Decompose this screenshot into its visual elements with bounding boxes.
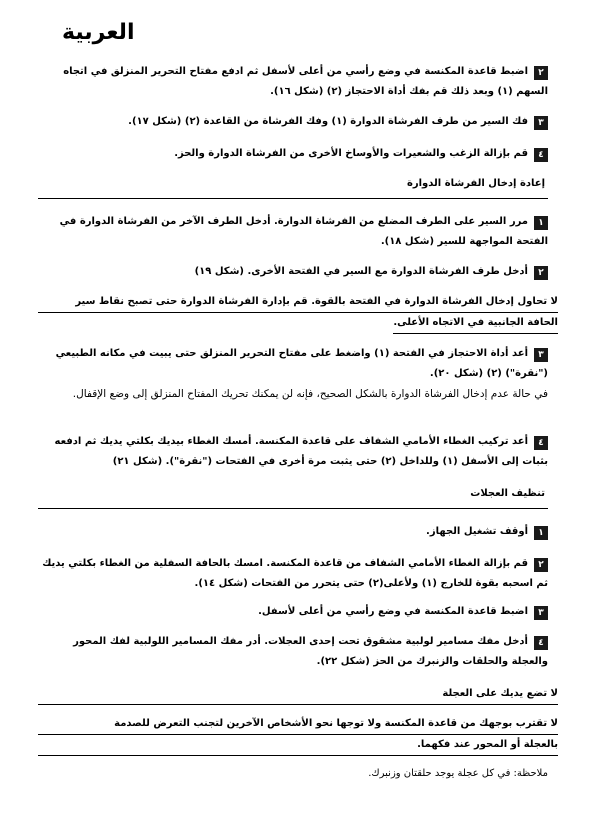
warning-line: لا تضع يديك على العجلة — [38, 684, 558, 705]
warning-line: بالعجلة أو المحور عند فكهما. — [38, 735, 558, 756]
step-text: أعد تركيب الغطاء الأمامي الشفاف على قاعدة المكنسة. أمسك الغطاء بيديك بكلتي يديك ثم ادفعه بثبات إلى الأسفل (١) وللداخل (٢) حتى يثبت مرة أخرى في الفتحات ("نقرة"). (شكل ٢١) — [54, 436, 548, 467]
warning-brush-insertion — [38, 292, 558, 334]
divider — [38, 198, 548, 199]
step-number-badge: ٣ — [534, 348, 548, 362]
step-number-badge: ٣ — [534, 606, 548, 620]
step-b2 — [38, 262, 548, 282]
final-note: ملاحظة: في كل عجلة يوجد حلقتان وزنبرك. — [368, 768, 548, 779]
step-c4 — [38, 632, 548, 672]
step-number-badge: ١ — [534, 526, 548, 540]
step-c2 — [38, 554, 548, 594]
warning-line: لا تحاول إدخال الفرشاة الدوارة في الفتحة بالقوة. قم بإدارة الفرشاة الدوارة حتى تصبح نقاط سير — [38, 292, 558, 313]
step-b4 — [38, 432, 548, 472]
section-heading-clean-wheels: تنظيف العجلات — [470, 488, 545, 499]
step-number-badge: ٤ — [534, 148, 548, 162]
step-a3 — [38, 112, 548, 132]
step-text: اضبط قاعدة المكنسة في وضع رأسي من أعلى لأسفل. — [258, 606, 528, 617]
step-a2 — [38, 62, 548, 102]
step-text: مرر السير على الطرف المضلع من الفرشاة الدوارة. أدخل الطرف الآخر من الفرشاة الدوارة في الفتحة المواجهة للسير (شكل ١٨). — [59, 216, 548, 247]
warning-hands — [38, 684, 558, 705]
step-b3 — [38, 344, 548, 384]
step-text: أوقف تشغيل الجهاز. — [426, 526, 528, 537]
step-c1 — [38, 522, 548, 542]
section-heading-reinsert-brush: إعادة إدخال الفرشاة الدوارة — [406, 178, 545, 189]
step-text: قم بإزالة الغطاء الأمامي الشفاف من قاعدة المكنسة. امسك بالحافة السفلية من الغطاء بكلتي يديك ثم اسحبه بقوة للخارج (١) ولأعلى(٢) حتى يتحرر من الفتحات (شكل ١٤). — [42, 558, 548, 589]
step-number-badge: ٣ — [534, 116, 548, 130]
step-a4 — [38, 144, 548, 164]
step-number-badge: ٤ — [534, 636, 548, 650]
step-text: أدخل مفك مسامير لولبية مشقوق تحت إحدى العجلات. أدر مفك المسامير اللولبية لفك المحور والعجلة والحلقات والزنبرك من الحز (شكل ٢٢). — [73, 636, 548, 667]
language-title: العربية — [62, 20, 135, 45]
step-text: اضبط قاعدة المكنسة في وضع رأسي من أعلى لأسفل ثم ادفع مفتاح التحرير المنزلق في اتجاه السهم (١) وبعد ذلك قم بفك أداة الاحتجاز (٢) (شكل ١٦). — [63, 66, 548, 97]
note-lock-position: في حالة عدم إدخال الفرشاة الدوارة بالشكل الصحيح، فإنه لن يمكنك تحريك المفتاح المنزلق إلى وضع الإقفال. — [72, 388, 548, 400]
step-text: فك السير من طرف الفرشاة الدوارة (١) وفك الفرشاة من القاعدة (٢) (شكل ١٧). — [128, 116, 528, 127]
step-text: قم بإزالة الزغب والشعيرات والأوساخ الأخرى من الفرشاة الدوارة والحز. — [174, 148, 528, 159]
step-text: أعد أداة الاحتجاز في الفتحة (١) واضغط على مفتاح التحرير المنزلق حتى يبيت في مكانه الطبيعي ("نقرة") (٢) (شكل ٢٠). — [55, 348, 548, 379]
step-number-badge: ٢ — [534, 66, 548, 80]
step-number-badge: ٤ — [534, 436, 548, 450]
warning-line: الحافة الجانبية في الاتجاه الأعلى. — [393, 313, 558, 334]
step-number-badge: ٢ — [534, 558, 548, 572]
warning-line: لا تقترب بوجهك من قاعدة المكنسة ولا توجها نحو الأشخاص الآخرين لتجنب التعرض للصدمة — [38, 714, 558, 735]
step-c3 — [38, 602, 548, 622]
divider — [38, 508, 548, 509]
step-b1 — [38, 212, 548, 252]
step-number-badge: ٢ — [534, 266, 548, 280]
warning-face — [38, 714, 558, 756]
step-text: أدخل طرف الفرشاة الدوارة مع السير في الفتحة الأخرى. (شكل ١٩) — [194, 266, 528, 277]
step-number-badge: ١ — [534, 216, 548, 230]
